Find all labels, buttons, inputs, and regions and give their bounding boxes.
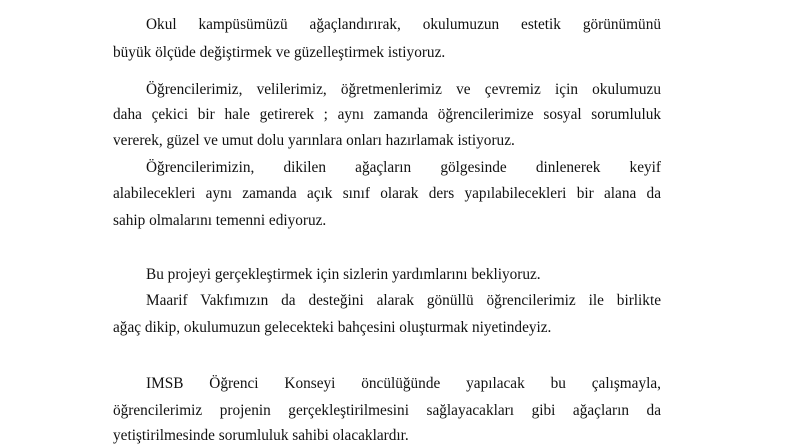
paragraph-3-line-1: Öğrencilerimizin, dikilen ağaçların gölgesinde dinlenerek keyif — [146, 159, 661, 176]
paragraph-4-line-1: Bu projeyi gerçekleştirmek için sizlerin yardımlarını bekliyoruz. — [146, 266, 541, 283]
paragraph-6-line-3: yetiştirilmesinde sorumluluk sahibi olacaklardır. — [113, 427, 409, 444]
paragraph-5-line-2: ağaç dikip, okulumuzun gelecekteki bahçesini oluşturmak niyetindeyiz. — [113, 319, 552, 336]
paragraph-3-line-3: sahip olmalarını temenni ediyoruz. — [113, 212, 327, 229]
paragraph-2-line-2: daha çekici bir hale getirerek ; aynı zamanda öğrencilerimize sosyal sorumluluk — [113, 106, 661, 123]
paragraph-1-line-1: Okul kampüsümüzü ağaçlandırırak, okulumuzun estetik görünümünü — [146, 16, 661, 33]
paragraph-2-line-3: vererek, güzel ve umut dolu yarınlara onları hazırlamak istiyoruz. — [113, 132, 515, 149]
paragraph-1-line-2: büyük ölçüde değiştirmek ve güzelleştirmek istiyoruz. — [113, 44, 446, 61]
paragraph-2-line-1: Öğrencilerimiz, velilerimiz, öğretmenlerimiz ve çevremiz için okulumuzu — [146, 81, 661, 98]
paragraph-6-line-2: öğrencilerimiz projenin gerçekleştirilmesini sağlayacakları gibi ağaçların da — [113, 402, 661, 419]
paragraph-5-line-1: Maarif Vakfımızın da desteğini alarak gönüllü öğrencilerimiz ile birlikte — [146, 292, 661, 309]
paragraph-6-line-1: IMSB Öğrenci Konseyi öncülüğünde yapılacak bu çalışmayla, — [146, 375, 661, 392]
paragraph-3-line-2: alabilecekleri aynı zamanda açık sınıf olarak ders yapılabilecekleri bir alana da — [113, 185, 661, 202]
